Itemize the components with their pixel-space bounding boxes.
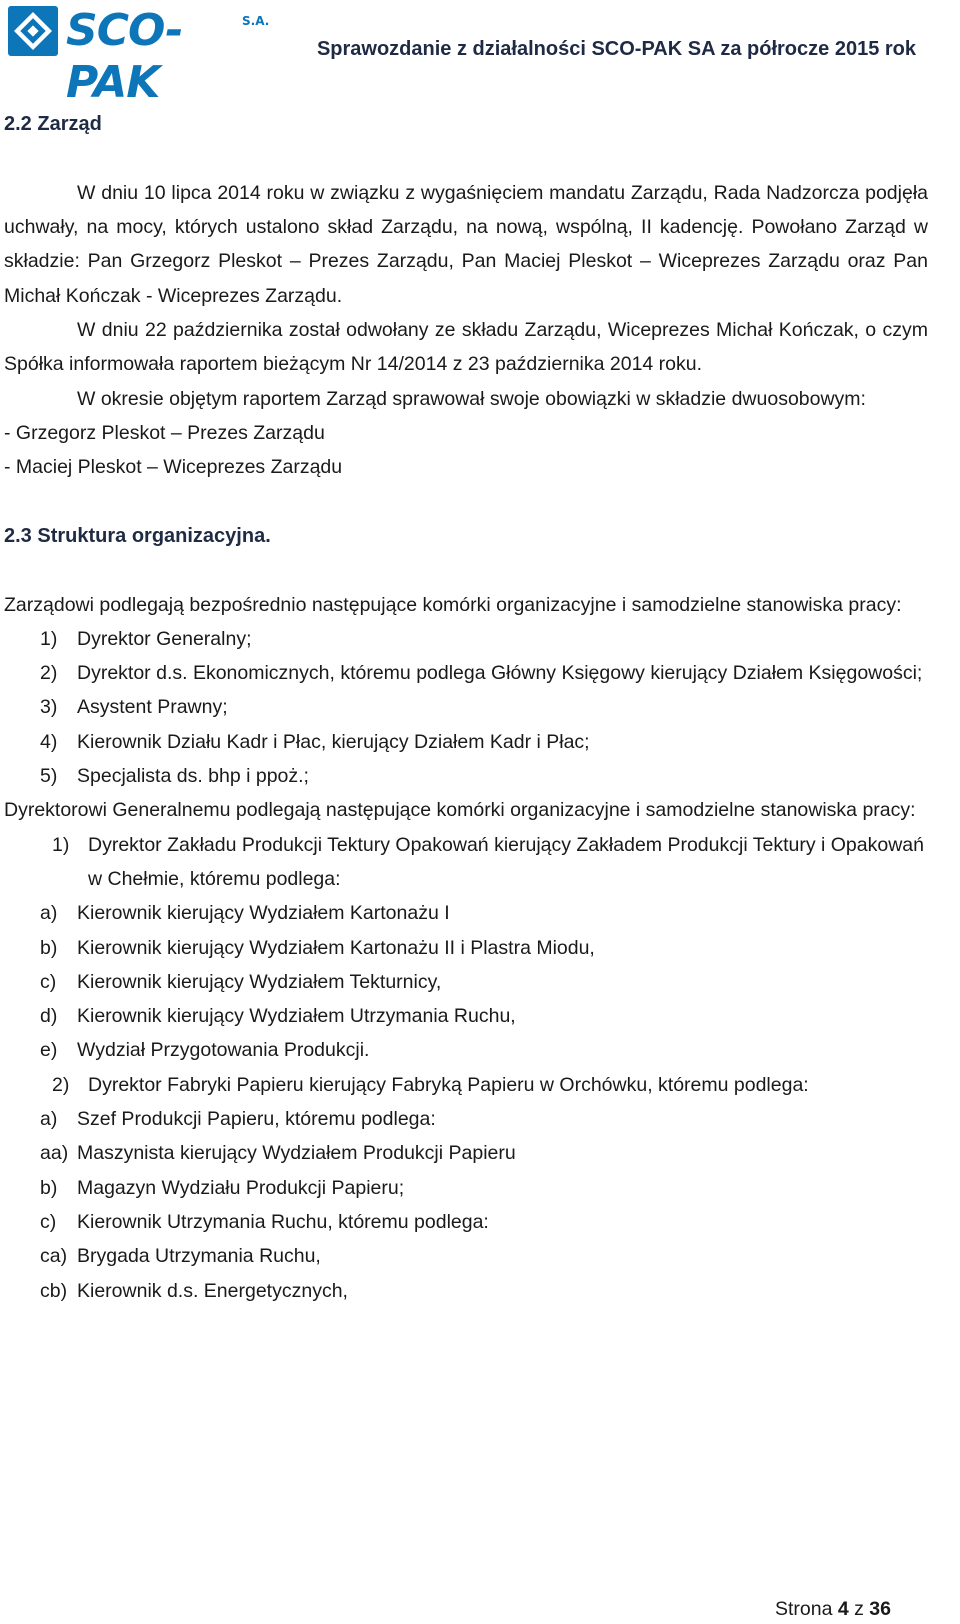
list-marker: 3) xyxy=(40,696,58,719)
list-item-text: Wydział Przygotowania Produkcji. xyxy=(77,1039,370,1062)
page-header xyxy=(0,0,960,108)
paragraph: W dniu 10 lipca 2014 roku w związku z wygaśnięciem mandatu Zarządu, Rada Nadzorcza podjęła uchwały, na mocy, których ustalono skład Zarządu, na nową, wspólną, II kadencję. Powołano Zarząd w składzie: Pan Grzegorz Pleskot – Prezes Zarządu, Pan Maciej Pleskot – Wiceprezes Zarządu oraz Pan Michał Kończak - Wiceprezes Zarządu. xyxy=(4,181,928,307)
list-marker: a) xyxy=(40,1108,58,1131)
paragraph: Dyrektorowi Generalnemu podlegają następujące komórki organizacyjne i samodzielne stanowiska pracy: xyxy=(4,799,916,822)
report-title: Sprawozdanie z działalności SCO-PAK SA za półrocze 2015 rok xyxy=(316,38,916,60)
document-body xyxy=(4,107,928,1308)
list-item-text: Specjalista ds. bhp i ppoż.; xyxy=(77,765,309,788)
list-marker: 5) xyxy=(40,765,58,788)
list-item xyxy=(4,1033,928,1067)
list-marker: d) xyxy=(40,1005,58,1028)
logo-suffix: S.A. xyxy=(242,14,270,28)
list-marker: c) xyxy=(40,1210,57,1233)
list-marker: 2) xyxy=(52,1073,70,1096)
list-marker: ca) xyxy=(40,1245,68,1268)
board-member: - Grzegorz Pleskot – Prezes Zarządu xyxy=(4,421,325,444)
list-item xyxy=(4,1171,928,1205)
list-item-text: Dyrektor Zakładu Produkcji Tektury Opakowań kierujący Zakładem Produkcji Tektury i Opakowań w Chełmie, któremu podlega: xyxy=(88,833,924,890)
list-item xyxy=(4,622,928,656)
list-marker: 2) xyxy=(40,662,58,685)
list-item xyxy=(4,1205,928,1239)
paragraph: W dniu 22 października został odwołany ze składu Zarządu, Wiceprezes Michał Kończak, o czym Spółka informowała raportem bieżącym Nr 14/2014 z 23 października 2014 roku. xyxy=(4,318,928,376)
list-item-text: Brygada Utrzymania Ruchu, xyxy=(77,1245,321,1268)
list-item-text: Asystent Prawny; xyxy=(77,696,228,719)
list-item-text: Kierownik kierujący Wydziałem Kartonażu I xyxy=(77,902,450,925)
list-item xyxy=(4,690,928,724)
section-heading-zarzad: 2.2 Zarząd xyxy=(4,113,102,135)
logo-mark-icon xyxy=(4,2,64,60)
list-item-text: Maszynista kierujący Wydziałem Produkcji Papieru xyxy=(77,1142,516,1165)
list-item xyxy=(4,725,928,759)
list-item-text: Kierownik Utrzymania Ruchu, któremu podlega: xyxy=(77,1210,489,1233)
spacer xyxy=(4,553,928,587)
list-item-text: Kierownik d.s. Energetycznych, xyxy=(77,1279,348,1302)
list-marker: c) xyxy=(40,970,57,993)
page-number: 4 xyxy=(837,1598,849,1620)
logo-text: SCO-PAK xyxy=(66,5,183,108)
list-item xyxy=(4,896,928,930)
section-heading-struktura: 2.3 Struktura organizacyjna. xyxy=(4,524,271,547)
page-total: 36 xyxy=(869,1598,891,1620)
page-of-label: z xyxy=(854,1598,864,1620)
page-label: Strona xyxy=(774,1598,833,1620)
list-item xyxy=(4,931,928,965)
list-item-text: Magazyn Wydziału Produkcji Papieru; xyxy=(77,1176,405,1199)
list-marker: b) xyxy=(40,1176,58,1199)
list-item xyxy=(4,656,928,690)
company-logo xyxy=(4,2,270,108)
list-item-text: Szef Produkcji Papieru, któremu podlega: xyxy=(77,1108,436,1131)
list-item-text: Dyrektor Fabryki Papieru kierujący Fabryką Papieru w Orchówku, któremu podlega: xyxy=(88,1073,809,1096)
list-item-text: Kierownik Działu Kadr i Płac, kierujący Działem Kadr i Płac; xyxy=(77,730,590,753)
list-item xyxy=(4,1136,928,1170)
list-marker: a) xyxy=(40,902,58,925)
list-item xyxy=(4,759,928,793)
list-item-text: Kierownik kierujący Wydziałem Utrzymania Ruchu, xyxy=(77,1005,516,1028)
page-footer xyxy=(775,1596,891,1622)
list-item-text: Dyrektor Generalny; xyxy=(77,627,252,650)
list-item xyxy=(4,1274,928,1308)
list-marker: e) xyxy=(40,1039,58,1062)
list-item-text: Dyrektor d.s. Ekonomicznych, któremu podlega Główny Księgowy kierujący Działem Księgowości; xyxy=(77,662,923,685)
list-item xyxy=(4,1102,928,1136)
paragraph: Zarządowi podlegają bezpośrednio następujące komórki organizacyjne i samodzielne stanowiska pracy: xyxy=(4,593,902,616)
paragraph: W okresie objętym raportem Zarząd sprawował swoje obowiązki w składzie dwuosobowym: xyxy=(77,387,866,410)
list-item xyxy=(4,999,928,1033)
list-marker: aa) xyxy=(40,1142,69,1165)
list-item-text: Kierownik kierujący Wydziałem Kartonażu II i Plastra Miodu, xyxy=(77,936,595,959)
spacer xyxy=(4,142,928,176)
list-item-text: Kierownik kierujący Wydziałem Tekturnicy, xyxy=(77,970,442,993)
list-item xyxy=(4,828,928,897)
list-marker: 1) xyxy=(52,833,70,856)
spacer xyxy=(4,484,928,518)
list-item xyxy=(4,965,928,999)
list-marker: cb) xyxy=(40,1279,68,1302)
board-member: - Maciej Pleskot – Wiceprezes Zarządu xyxy=(4,456,343,479)
list-marker: 1) xyxy=(40,627,58,650)
list-item xyxy=(4,1239,928,1273)
list-item xyxy=(4,1068,928,1102)
list-marker: 4) xyxy=(40,730,58,753)
list-marker: b) xyxy=(40,936,58,959)
